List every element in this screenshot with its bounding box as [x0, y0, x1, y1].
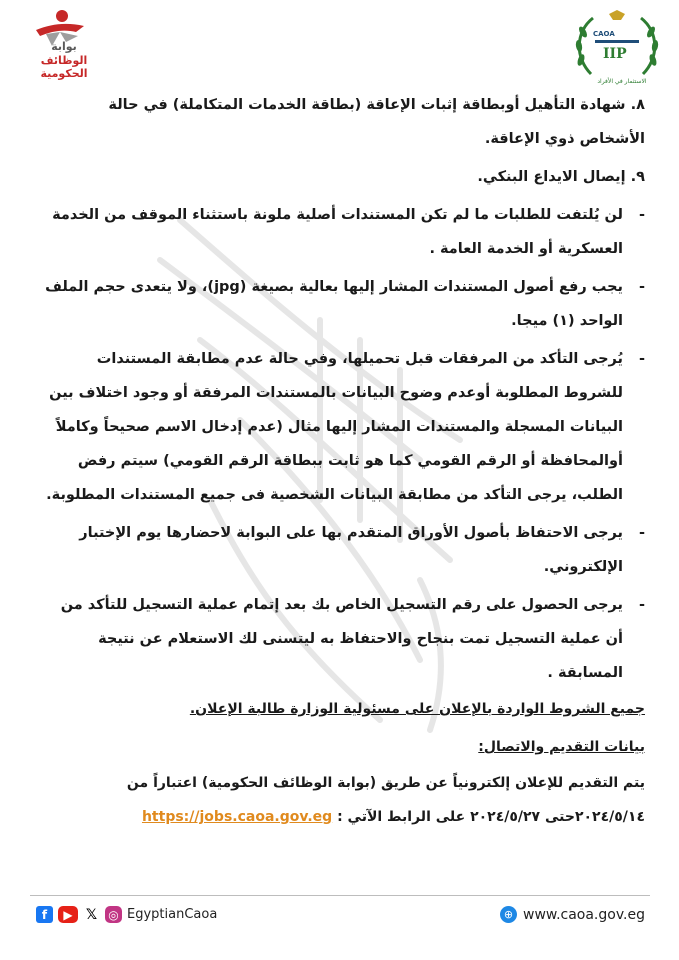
bullet-marker: - — [638, 525, 645, 541]
note-registration-number — [40, 588, 645, 690]
instagram-icon[interactable]: ◎ — [105, 906, 122, 923]
numbered-item-8 — [40, 88, 645, 156]
item-text: إيصال الايداع البنكي. — [477, 169, 626, 185]
portal-logo-line1: بوابة — [51, 40, 77, 53]
footer-divider — [30, 895, 650, 896]
note-original-documents — [40, 198, 645, 266]
numbered-item-9 — [40, 160, 645, 194]
note-text: يُرجى التأكد من المرفقات قبل تحميلها، وفي حالة عدم مطابقة المستندات للشروط المطلوبة أوعدم وضوح البيانات بالمستندات المرفقة أو وجود اختلاف بين البيانات المسجلة والمستندات المشار إليها مثال (عدم إدخال الاسم صحيحاً وكاملاً أوالمحافظة أو الرقم القومي كما هو ثابت ببطاقة الرقم القومي) سيتم رفض الطلب، يرجى التأكد من مطابقة البيانات الشخصية فى جميع المستندات المطلوبة. — [46, 351, 623, 503]
social-handle: EgyptianCaoa — [127, 907, 218, 922]
note-file-format — [40, 270, 645, 338]
item-text: شهادة التأهيل أوبطاقة إثبات الإعاقة (بطاقة الخدمات المتكاملة) في حالة الأشخاص ذوي الإعاقة. — [108, 97, 645, 147]
portal-logo-line2: الوظائف — [40, 54, 88, 67]
note-verify-attachments — [40, 342, 645, 512]
item-number: ٨. — [630, 97, 645, 113]
website-link[interactable] — [500, 906, 645, 923]
contact-heading: بيانات التقديم والاتصال: — [478, 739, 645, 755]
caoa-logo — [571, 8, 663, 90]
bullet-marker: - — [638, 207, 645, 223]
x-icon[interactable]: 𝕏 — [83, 906, 100, 923]
jobs-portal-link[interactable]: https://jobs.caoa.gov.eg — [141, 809, 333, 825]
bullet-marker: - — [638, 351, 645, 367]
application-text: يتم التقديم للإعلان إلكترونياً عن طريق (بوابة الوظائف الحكومية) اعتباراً من ٢٠٢٤/٥/١٤حتى ٢٠٢٤/٥/٢٧ على الرابط الآتي : — [126, 775, 645, 825]
bullet-marker: - — [638, 279, 645, 295]
facebook-icon[interactable]: f — [36, 906, 53, 923]
requirements-section — [40, 88, 645, 834]
note-text: يرجى الحصول على رقم التسجيل الخاص بك بعد إتمام عملية التسجيل للتأكد من أن عملية التسجيل تمت بنجاح والاحتفاظ به ليتسنى لك الاستعلام عن نتيجة المسابقة . — [60, 597, 623, 681]
note-keep-originals — [40, 516, 645, 584]
portal-logo — [6, 6, 110, 86]
portal-logo-line3: الحكومية — [40, 67, 88, 80]
youtube-icon[interactable]: ▶ — [58, 906, 78, 923]
item-number: ٩. — [630, 169, 645, 185]
caoa-abbr: CAOA — [593, 30, 615, 38]
social-links — [36, 906, 217, 923]
note-text: يجب رفع أصول المستندات المشار إليها بعالية بصيغة (jpg)، ولا يتعدى حجم الملف الواحد (١) ميجا. — [45, 279, 623, 329]
note-text: لن يُلتفت للطلبات ما لم تكن المستندات أصلية ملونة باستثناء الموقف من الخدمة العسكرية أو الخدمة العامة . — [52, 207, 623, 257]
responsibility-statement: جميع الشروط الواردة بالإعلان على مسئولية الوزارة طالبة الإعلان. — [189, 701, 645, 717]
note-text: يرجى الاحتفاظ بأصول الأوراق المتقدم بها على البوابة لاحضارها يوم الإختبار الإلكتروني. — [79, 525, 623, 575]
caoa-mark: IIP — [603, 46, 627, 62]
caoa-subtitle: الاستثمار في الأفراد — [597, 78, 647, 85]
website-url[interactable]: www.caoa.gov.eg — [523, 906, 645, 923]
globe-icon: ⊕ — [500, 906, 517, 923]
application-instructions — [40, 766, 645, 834]
bullet-marker: - — [638, 597, 645, 613]
